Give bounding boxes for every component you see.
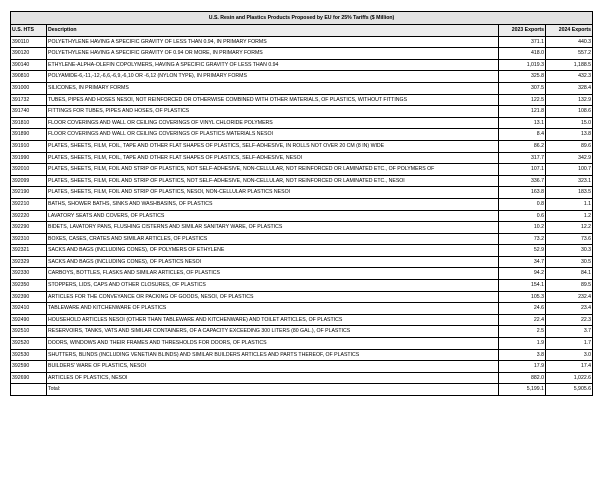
total-2023-exports: 5,199.1 <box>499 384 546 396</box>
exports-2024-cell: 30.3 <box>546 245 593 257</box>
tariff-table-container <box>10 11 592 396</box>
table-row <box>11 198 593 210</box>
table-row <box>11 222 593 234</box>
description-cell: FITTINGS FOR TUBES, PIPES AND HOSES, OF PLASTICS <box>47 106 499 118</box>
exports-2023-cell: 154.1 <box>499 280 546 292</box>
exports-2023-cell: 317.7 <box>499 152 546 164</box>
exports-2024-cell: 3.7 <box>546 326 593 338</box>
table-title-row <box>11 12 593 25</box>
description-cell: CARBOYS, BOTTLES, FLASKS AND SIMILAR ARTICLES, OF PLASTICS <box>47 268 499 280</box>
exports-2023-cell: 107.1 <box>499 164 546 176</box>
exports-2024-cell: 13.8 <box>546 129 593 141</box>
table-title: U.S. Resin and Plastics Products Proposed by EU for 25% Tariffs ($ Million) <box>11 12 593 25</box>
hts-code-cell: 392329 <box>11 256 47 268</box>
hts-code-cell: 390810 <box>11 71 47 83</box>
description-cell: POLYETHYLENE HAVING A SPECIFIC GRAVITY OF LESS THAN 0.94, IN PRIMARY FORMS <box>47 36 499 48</box>
exports-2024-cell: 328.4 <box>546 82 593 94</box>
exports-2023-cell: 34.7 <box>499 256 546 268</box>
description-cell: BATHS, SHOWER BATHS, SINKS AND WASHBASINS, OF PLASTICS <box>47 198 499 210</box>
exports-2024-cell: 12.2 <box>546 222 593 234</box>
exports-2024-cell: 108.6 <box>546 106 593 118</box>
description-cell: SHUTTERS, BLINDS (INCLUDING VENETIAN BLINDS) AND SIMILAR BUILDERS ARTICLES AND PARTS THEREOF, OF PLASTICS <box>47 349 499 361</box>
description-cell: SILICONES, IN PRIMARY FORMS <box>47 82 499 94</box>
exports-2023-cell: 10.2 <box>499 222 546 234</box>
exports-2024-cell: 132.9 <box>546 94 593 106</box>
exports-2024-cell: 557.2 <box>546 48 593 60</box>
exports-2024-cell: 1,022.6 <box>546 372 593 384</box>
exports-2024-cell: 432.3 <box>546 71 593 83</box>
table-row <box>11 94 593 106</box>
table-row <box>11 71 593 83</box>
hts-code-cell: 391910 <box>11 140 47 152</box>
exports-2023-cell: 17.9 <box>499 361 546 373</box>
description-cell: DOORS, WINDOWS AND THEIR FRAMES AND THRESHOLDS FOR DOORS, OF PLASTICS <box>47 338 499 350</box>
hts-code-cell: 392210 <box>11 198 47 210</box>
table-row <box>11 372 593 384</box>
table-row <box>11 82 593 94</box>
exports-2024-cell: 100.7 <box>546 164 593 176</box>
table-row <box>11 175 593 187</box>
hts-code-cell: 391000 <box>11 82 47 94</box>
hts-code-cell: 392310 <box>11 233 47 245</box>
hts-code-cell: 392410 <box>11 303 47 315</box>
total-2024-exports: 5,905.6 <box>546 384 593 396</box>
exports-2024-cell: 1.1 <box>546 198 593 210</box>
table-row <box>11 59 593 71</box>
hts-code-cell: 392010 <box>11 164 47 176</box>
table-row <box>11 164 593 176</box>
hts-code-cell: 390110 <box>11 36 47 48</box>
exports-2024-cell: 342.9 <box>546 152 593 164</box>
description-cell: ETHYLENE-ALPHA-OLEFIN COPOLYMERS, HAVING A SPECIFIC GRAVITY OF LESS THAN 0.94 <box>47 59 499 71</box>
hts-code-cell: 391732 <box>11 94 47 106</box>
hts-code-cell: 392290 <box>11 222 47 234</box>
table-row <box>11 361 593 373</box>
exports-2024-cell: 73.6 <box>546 233 593 245</box>
table-row <box>11 349 593 361</box>
table-row <box>11 233 593 245</box>
exports-2023-cell: 418.0 <box>499 48 546 60</box>
exports-2024-cell: 232.4 <box>546 291 593 303</box>
exports-2023-cell: 105.3 <box>499 291 546 303</box>
total-row-blank-cell <box>11 384 47 396</box>
description-cell: PLATES, SHEETS, FILM, FOIL AND STRIP OF PLASTICS, NOT SELF-ADHESIVE, NON-CELLULAR, NOT REINFORCED OR LAMINATED ETC., NESOI <box>47 175 499 187</box>
table-row <box>11 48 593 60</box>
description-cell: FLOOR COVERINGS AND WALL OR CEILING COVERINGS OF PLASTICS MATERIALS NESOI <box>47 129 499 141</box>
table-row <box>11 291 593 303</box>
table-row <box>11 140 593 152</box>
table-row <box>11 187 593 199</box>
exports-2024-cell: 1,188.5 <box>546 59 593 71</box>
table-row <box>11 338 593 350</box>
table-row <box>11 36 593 48</box>
exports-2023-cell: 94.2 <box>499 268 546 280</box>
hts-code-cell: 392350 <box>11 280 47 292</box>
exports-2023-cell: 86.2 <box>499 140 546 152</box>
header-hts-code: U.S. HTS <box>11 25 47 37</box>
table-row <box>11 210 593 222</box>
hts-code-cell: 392099 <box>11 175 47 187</box>
description-cell: ARTICLES FOR THE CONVEYANCE OR PACKING OF GOODS, NESOI, OF PLASTICS <box>47 291 499 303</box>
exports-2024-cell: 22.3 <box>546 314 593 326</box>
exports-2023-cell: 163.8 <box>499 187 546 199</box>
hts-code-cell: 391810 <box>11 117 47 129</box>
exports-2023-cell: 307.5 <box>499 82 546 94</box>
tariff-table <box>10 11 593 396</box>
hts-code-cell: 391990 <box>11 152 47 164</box>
exports-2023-cell: 3.8 <box>499 349 546 361</box>
description-cell: TABLEWARE AND KITCHENWARE OF PLASTICS <box>47 303 499 315</box>
description-cell: FLOOR COVERINGS AND WALL OR CEILING COVERINGS OF VINYL CHLORIDE POLYMERS <box>47 117 499 129</box>
exports-2023-cell: 8.4 <box>499 129 546 141</box>
exports-2024-cell: 1.7 <box>546 338 593 350</box>
exports-2024-cell: 15.0 <box>546 117 593 129</box>
exports-2023-cell: 13.1 <box>499 117 546 129</box>
exports-2024-cell: 30.5 <box>546 256 593 268</box>
header-2023-exports: 2023 Exports <box>499 25 546 37</box>
table-row <box>11 268 593 280</box>
header-description: Description <box>47 25 499 37</box>
exports-2023-cell: 2.5 <box>499 326 546 338</box>
description-cell: PLATES, SHEETS, FILM, FOIL, TAPE AND OTHER FLAT SHAPES OF PLASTICS, SELF-ADHESIVE, NESOI <box>47 152 499 164</box>
total-row <box>11 384 593 396</box>
hts-code-cell: 391890 <box>11 129 47 141</box>
table-row <box>11 256 593 268</box>
table-row <box>11 280 593 292</box>
exports-2023-cell: 336.7 <box>499 175 546 187</box>
description-cell: SACKS AND BAGS (INCLUDING CONES), OF POLYMERS OF ETHYLENE <box>47 245 499 257</box>
table-row <box>11 117 593 129</box>
hts-code-cell: 390120 <box>11 48 47 60</box>
description-cell: PLATES, SHEETS, FILM, FOIL, TAPE AND OTHER FLAT SHAPES OF PLASTICS, SELF-ADHESIVE, IN ROLLS NOT OVER 20 CM (8 IN) WIDE <box>47 140 499 152</box>
description-cell: TUBES, PIPES AND HOSES NESOI, NOT REINFORCED OR OTHERWISE COMBINED WITH OTHER MATERIALS, OF PLASTICS, WITHOUT FITTINGS <box>47 94 499 106</box>
description-cell: HOUSEHOLD ARTICLES NESOI (OTHER THAN TABLEWARE AND KITCHENWARE) AND TOILET ARTICLES, OF PLASTICS <box>47 314 499 326</box>
hts-code-cell: 392390 <box>11 291 47 303</box>
hts-code-cell: 391740 <box>11 106 47 118</box>
exports-2024-cell: 440.3 <box>546 36 593 48</box>
table-row <box>11 152 593 164</box>
exports-2023-cell: 0.8 <box>499 198 546 210</box>
description-cell: BUILDERS' WARE OF PLASTICS, NESOI <box>47 361 499 373</box>
header-2024-exports: 2024 Exports <box>546 25 593 37</box>
exports-2023-cell: 121.8 <box>499 106 546 118</box>
exports-2023-cell: 73.2 <box>499 233 546 245</box>
table-row <box>11 106 593 118</box>
exports-2023-cell: 24.6 <box>499 303 546 315</box>
exports-2023-cell: 0.6 <box>499 210 546 222</box>
description-cell: PLATES, SHEETS, FILM, FOIL AND STRIP OF PLASTICS, NOT SELF-ADHESIVE, NON-CELLULAR, NOT REINFORCED OR LAMINATED ETC., OF POLYMERS OF <box>47 164 499 176</box>
exports-2024-cell: 183.5 <box>546 187 593 199</box>
total-label: Total: <box>47 384 499 396</box>
description-cell: POLYAMIDE-6,-11,-12,-6,6,-6,9,-6,10 OR -6,12 (NYLON TYPE), IN PRIMARY FORMS <box>47 71 499 83</box>
description-cell: STOPPERS, LIDS, CAPS AND OTHER CLOSURES, OF PLASTICS <box>47 280 499 292</box>
hts-code-cell: 392690 <box>11 372 47 384</box>
description-cell: RESERVOIRS, TANKS, VATS AND SIMILAR CONTAINERS, OF A CAPACITY EXCEEDING 300 LITERS (80 GAL.), OF PLASTICS <box>47 326 499 338</box>
description-cell: BOXES, CASES, CRATES AND SIMILAR ARTICLES, OF PLASTICS <box>47 233 499 245</box>
hts-code-cell: 390140 <box>11 59 47 71</box>
table-row <box>11 314 593 326</box>
hts-code-cell: 392330 <box>11 268 47 280</box>
exports-2023-cell: 1,019.3 <box>499 59 546 71</box>
table-row <box>11 303 593 315</box>
exports-2023-cell: 371.1 <box>499 36 546 48</box>
hts-code-cell: 392220 <box>11 210 47 222</box>
description-cell: PLATES, SHEETS, FILM, FOIL AND STRIP OF PLASTICS, NESOI, NON-CELLULAR PLASTICS NESOI <box>47 187 499 199</box>
table-header-row <box>11 25 593 37</box>
exports-2023-cell: 325.8 <box>499 71 546 83</box>
exports-2024-cell: 323.1 <box>546 175 593 187</box>
table-row <box>11 326 593 338</box>
description-cell: SACKS AND BAGS (INCLUDING CONES), OF PLASTICS NESOI <box>47 256 499 268</box>
exports-2023-cell: 52.9 <box>499 245 546 257</box>
hts-code-cell: 392490 <box>11 314 47 326</box>
exports-2024-cell: 1.2 <box>546 210 593 222</box>
exports-2023-cell: 122.5 <box>499 94 546 106</box>
exports-2024-cell: 89.5 <box>546 280 593 292</box>
description-cell: ARTICLES OF PLASTICS, NESOI <box>47 372 499 384</box>
hts-code-cell: 392590 <box>11 361 47 373</box>
exports-2024-cell: 23.4 <box>546 303 593 315</box>
description-cell: LAVATORY SEATS AND COVERS, OF PLASTICS <box>47 210 499 222</box>
exports-2024-cell: 84.1 <box>546 268 593 280</box>
exports-2023-cell: 1.9 <box>499 338 546 350</box>
hts-code-cell: 392520 <box>11 338 47 350</box>
hts-code-cell: 392530 <box>11 349 47 361</box>
description-cell: BIDETS, LAVATORY PANS, FLUSHING CISTERNS AND SIMILAR SANITARY WARE, OF PLASTICS <box>47 222 499 234</box>
exports-2024-cell: 3.0 <box>546 349 593 361</box>
table-row <box>11 245 593 257</box>
hts-code-cell: 392510 <box>11 326 47 338</box>
hts-code-cell: 392321 <box>11 245 47 257</box>
table-row <box>11 129 593 141</box>
exports-2024-cell: 17.4 <box>546 361 593 373</box>
description-cell: POLYETHYLENE HAVING A SPECIFIC GRAVITY OF 0.94 OR MORE, IN PRIMARY FORMS <box>47 48 499 60</box>
hts-code-cell: 392190 <box>11 187 47 199</box>
exports-2024-cell: 89.6 <box>546 140 593 152</box>
exports-2023-cell: 22.4 <box>499 314 546 326</box>
exports-2023-cell: 882.0 <box>499 372 546 384</box>
